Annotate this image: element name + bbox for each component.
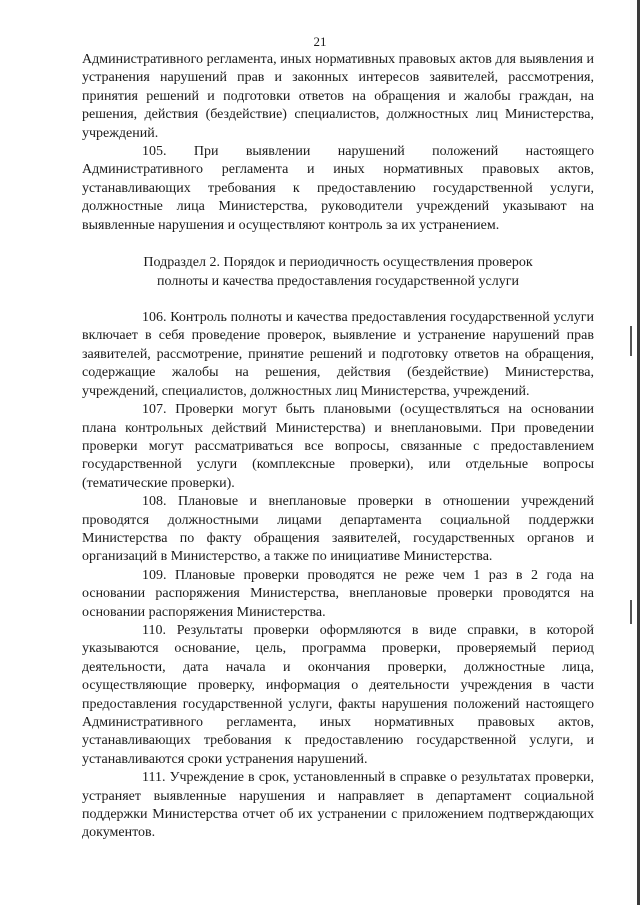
paragraph-109: 109. Плановые проверки проводятся не реже чем 1 раз в 2 года на основании распоряжения Министерства, внеплановые проверки проводятся на основании распоряжения Министерства. bbox=[82, 567, 594, 620]
document-body bbox=[82, 51, 594, 843]
paragraph-108: 108. Плановые и внеплановые проверки в отношении учреждений проводятся должностными лицами департамента социальной поддержки Министерства по факту обращения заявителей, государственных органов и организаций в Министерство, а также по инициативе Министерства. bbox=[82, 494, 594, 565]
paragraph-107: 107. Проверки могут быть плановыми (осуществляться на основании плана контрольных действий Министерства) и внеплановыми. При проведении проверки могут рассматриваться все вопросы, связанные с предоставлением государственной услуги (комплексные проверки), или отдельные вопросы (тематические проверки). bbox=[82, 402, 594, 491]
paragraph-105: 105. При выявлении нарушений положений настоящего Административного регламента и иных нормативных правовых актов, устанавливающих требования к предоставлению государственной услуги, должностные лица Министерства, руководители учреждений указывают на выявленные нарушения и осуществляют контроль за их устранением. bbox=[82, 144, 594, 233]
paragraph-106: 106. Контроль полноты и качества предоставления государственной услуги включает в себя проведение проверок, выявление и устранение нарушений прав заявителей, рассмотрение, принятие решений и подготовку ответов на обращения, содержащие жалобы на решения, действия (бездействие) Министерства, учреждений, специалистов, должностных лиц Министерства, учреждений. bbox=[82, 310, 594, 399]
paragraph-110: 110. Результаты проверки оформляются в виде справки, в которой указываются основание, цель, программа проверки, проверяемый период деятельности, дата начала и окончания проверки, должностные лица, осуществляющие проверку, информация о деятельности учреждения в части предоставления государственной услуги, факты нарушения положений настоящего Административного регламента, иных нормативных правовых актов, устанавливающих требования к предоставлению государственной услуги, и устанавливаются сроки устранения нарушений. bbox=[82, 622, 594, 767]
subsection-heading-line-1: Подраздел 2. Порядок и периодичность осуществления проверок bbox=[143, 255, 533, 271]
subsection-heading bbox=[82, 253, 594, 291]
scan-mark bbox=[630, 326, 632, 356]
page-number: 21 bbox=[313, 34, 327, 49]
scan-mark bbox=[630, 600, 632, 624]
paragraph-111: 111. Учреждение в срок, установленный в справке о результатах проверки, устраняет выявленные нарушения и направляет в департамент социальной поддержки Министерства отчет об их устранении с приложением подтверждающих документов. bbox=[82, 770, 594, 841]
subsection-heading-line-2: полноты и качества предоставления государственной услуги bbox=[157, 274, 519, 290]
paragraph-104-continuation: Административного регламента, иных нормативных правовых актов для выявления и устранения нарушений прав и законных интересов заявителей, рассмотрения, принятия решений и подготовки ответов на обращения и жалобы граждан, на решения, действия (бездействие) специалистов, должностных лиц Министерства, учреждений. bbox=[82, 52, 594, 141]
